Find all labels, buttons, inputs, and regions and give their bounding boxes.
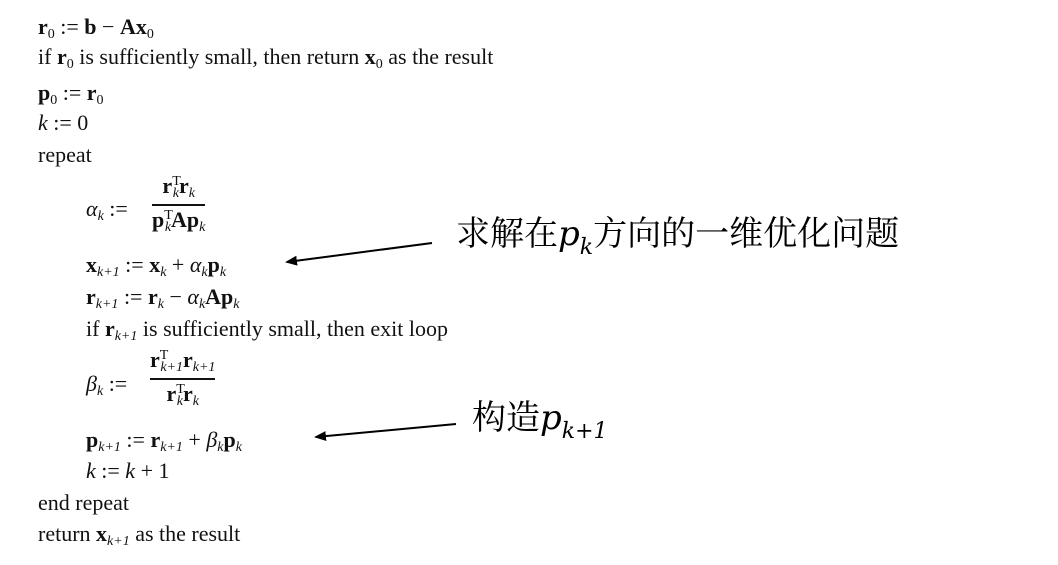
keyword-if: if: [38, 44, 52, 69]
line-init-residual: $r_0$ := $b - Ax_0$: [38, 14, 154, 42]
annotation-construct: [472, 398, 608, 443]
alpha-denominator: $p^TkApk$: [152, 206, 206, 235]
keyword-end-repeat: end repeat: [38, 490, 129, 515]
note-p-symbol-2: p: [540, 398, 562, 438]
arrow-to-p-update: [316, 424, 456, 437]
keyword-return: return: [38, 521, 91, 546]
note-suffix-1: 方向的一维优化问题: [593, 214, 900, 254]
line-k-increment: k := k + 1: [86, 458, 170, 483]
text-exit-loop: is sufficiently small, then exit loop: [142, 316, 449, 341]
alpha-lhs: αk :=: [86, 196, 128, 224]
line-init-direction: $p_0$ := $r_0$: [38, 80, 104, 108]
beta-lhs: βk :=: [86, 371, 128, 399]
text-as-result: as the result: [388, 44, 494, 69]
line-x-update: $x_{k+1}$ := $x_k + \alpha_kp_k$: [86, 252, 227, 280]
keyword-repeat: repeat: [38, 142, 92, 167]
line-return: return $x_{k+1}$ as the result: [38, 521, 241, 549]
line-r-update: $r_{k+1}$ := $r_k - \alpha_kAp_k$: [86, 284, 240, 312]
note-p-symbol-1: p: [558, 214, 580, 254]
alpha-numerator: $r^Tkrk$: [162, 173, 195, 201]
note-p-sub-2: k+1: [561, 419, 608, 444]
note-prefix-2: 构造: [472, 398, 540, 438]
line-exit-check: if $r_{k+1}$ is sufficiently small, then exit loop: [86, 316, 449, 344]
line-check-r0: if $r_0$ is sufficiently small, then return $x_0$ as the result: [38, 44, 494, 72]
keyword-if-2: if: [86, 316, 100, 341]
note-prefix-1: 求解在: [456, 214, 558, 254]
annotation-line-search: [456, 214, 899, 259]
note-p-sub-1: k: [579, 235, 594, 260]
text-sufficiently-small: is sufficiently small, then return: [79, 44, 360, 69]
text-as-result-2: as the result: [135, 521, 241, 546]
beta-numerator: $r^Tk+1rk+1$: [150, 347, 216, 375]
line-init-k: k := 0: [38, 110, 89, 135]
line-p-update: $p_{k+1}$ := $r_{k+1} + \beta_kp_k$: [86, 427, 242, 455]
arrow-to-x-update: [287, 243, 432, 262]
beta-denominator: $r^Tkrk$: [166, 380, 199, 409]
